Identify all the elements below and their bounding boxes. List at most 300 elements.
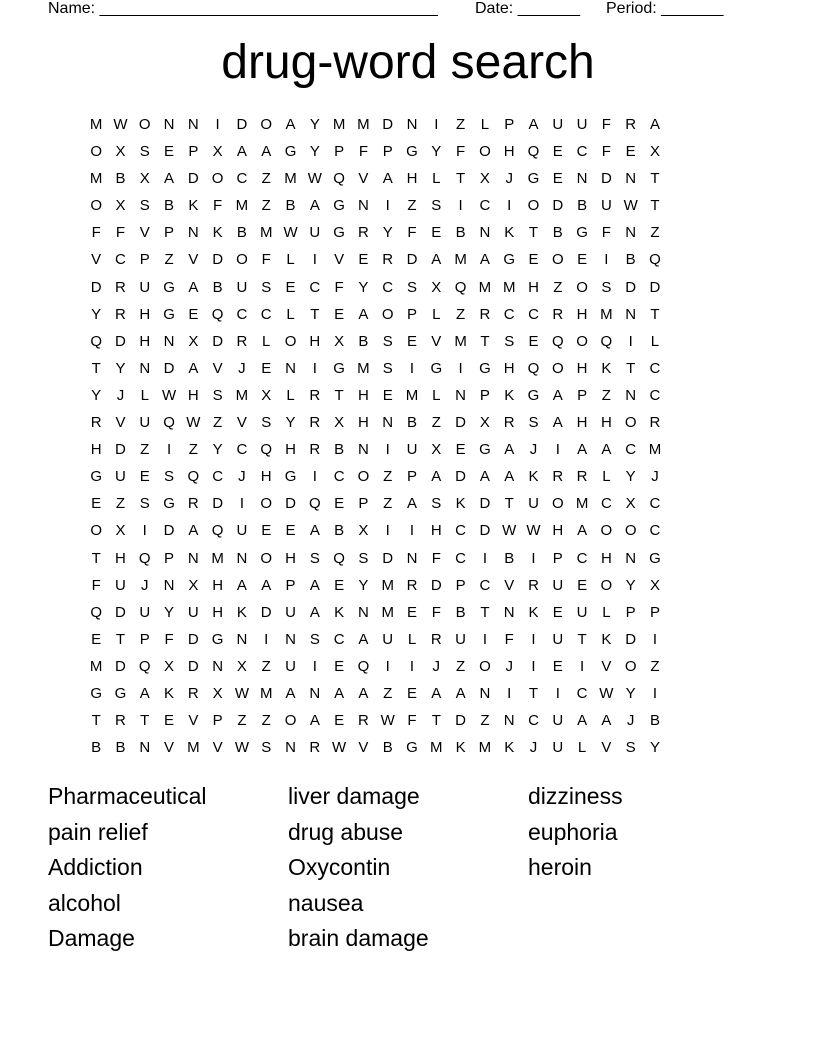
- grid-letter[interactable]: P: [334, 143, 345, 161]
- grid-letter[interactable]: Q: [138, 657, 151, 675]
- grid-letter[interactable]: M: [89, 116, 103, 133]
- grid-letter[interactable]: P: [382, 143, 393, 161]
- grid-letter[interactable]: I: [580, 657, 585, 675]
- grid-letter[interactable]: E: [261, 359, 272, 377]
- grid-letter[interactable]: C: [479, 197, 491, 215]
- grid-letter[interactable]: G: [503, 251, 516, 269]
- grid-letter[interactable]: C: [649, 495, 661, 513]
- grid-letter[interactable]: W: [113, 116, 128, 133]
- grid-letter[interactable]: V: [188, 712, 199, 730]
- grid-letter[interactable]: A: [261, 143, 272, 161]
- grid-letter[interactable]: T: [528, 224, 539, 242]
- grid-letter[interactable]: I: [312, 251, 317, 269]
- grid-letter[interactable]: M: [211, 549, 224, 567]
- grid-letter[interactable]: Z: [456, 305, 466, 323]
- grid-letter[interactable]: C: [625, 441, 637, 459]
- grid-letter[interactable]: E: [91, 495, 102, 513]
- grid-letter[interactable]: A: [358, 630, 369, 648]
- grid-letter[interactable]: Y: [625, 684, 636, 702]
- grid-letter[interactable]: F: [431, 549, 441, 567]
- grid-letter[interactable]: E: [334, 495, 345, 513]
- grid-letter[interactable]: C: [528, 305, 539, 323]
- grid-letter[interactable]: U: [115, 576, 126, 594]
- grid-letter[interactable]: A: [334, 684, 345, 702]
- grid-letter[interactable]: U: [576, 116, 588, 133]
- grid-letter[interactable]: T: [431, 712, 441, 730]
- grid-letter[interactable]: Q: [163, 414, 175, 432]
- grid-letter[interactable]: V: [601, 739, 612, 757]
- grid-letter[interactable]: Y: [358, 278, 369, 296]
- grid-letter[interactable]: G: [649, 549, 661, 567]
- grid-letter[interactable]: G: [211, 630, 224, 648]
- grid-letter[interactable]: K: [164, 684, 175, 702]
- grid-letter[interactable]: H: [552, 522, 564, 540]
- grid-letter[interactable]: C: [309, 278, 321, 296]
- grid-letter[interactable]: D: [600, 170, 612, 188]
- grid-letter[interactable]: B: [504, 549, 515, 567]
- grid-letter[interactable]: H: [90, 441, 102, 459]
- grid-letter[interactable]: I: [142, 522, 147, 540]
- grid-letter[interactable]: Z: [480, 712, 490, 730]
- grid-letter[interactable]: C: [333, 630, 345, 648]
- grid-letter[interactable]: K: [601, 630, 612, 648]
- grid-letter[interactable]: Z: [383, 468, 393, 486]
- grid-letter[interactable]: Z: [188, 441, 198, 459]
- grid-letter[interactable]: R: [406, 576, 418, 594]
- grid-letter[interactable]: R: [382, 251, 394, 269]
- grid-letter[interactable]: V: [212, 739, 223, 757]
- grid-letter[interactable]: C: [649, 386, 661, 404]
- grid-letter[interactable]: N: [309, 684, 321, 702]
- grid-letter[interactable]: M: [357, 359, 370, 377]
- grid-letter[interactable]: U: [552, 116, 564, 133]
- grid-letter[interactable]: L: [480, 116, 490, 133]
- grid-letter[interactable]: P: [479, 386, 490, 404]
- grid-letter[interactable]: U: [382, 630, 394, 648]
- grid-letter[interactable]: M: [502, 278, 516, 296]
- grid-letter[interactable]: I: [628, 332, 633, 350]
- grid-letter[interactable]: Y: [431, 143, 442, 161]
- grid-letter[interactable]: Z: [456, 116, 466, 133]
- grid-letter[interactable]: B: [164, 197, 175, 215]
- grid-letter[interactable]: Q: [333, 170, 345, 188]
- grid-letter[interactable]: Q: [357, 657, 370, 675]
- grid-letter[interactable]: A: [504, 468, 515, 486]
- grid-letter[interactable]: T: [504, 495, 514, 513]
- grid-letter[interactable]: H: [285, 549, 296, 567]
- grid-letter[interactable]: N: [357, 197, 369, 215]
- grid-letter[interactable]: I: [409, 522, 415, 540]
- grid-letter[interactable]: E: [261, 522, 272, 540]
- grid-letter[interactable]: E: [431, 224, 442, 242]
- grid-letter[interactable]: G: [163, 495, 175, 513]
- grid-letter[interactable]: Z: [213, 414, 223, 432]
- grid-letter[interactable]: N: [139, 359, 151, 377]
- grid-letter[interactable]: C: [576, 143, 588, 161]
- grid-letter[interactable]: D: [187, 170, 199, 188]
- grid-letter[interactable]: C: [260, 305, 272, 323]
- grid-letter[interactable]: B: [577, 197, 588, 215]
- grid-letter[interactable]: W: [599, 684, 614, 702]
- grid-letter[interactable]: E: [528, 332, 539, 350]
- grid-letter[interactable]: H: [503, 143, 515, 161]
- grid-letter[interactable]: M: [259, 684, 273, 702]
- grid-letter[interactable]: Y: [309, 116, 320, 133]
- grid-letter[interactable]: E: [188, 305, 199, 323]
- grid-letter[interactable]: A: [431, 251, 442, 269]
- grid-letter[interactable]: N: [357, 441, 369, 459]
- grid-letter[interactable]: G: [284, 468, 297, 486]
- grid-letter[interactable]: K: [504, 739, 515, 757]
- grid-letter[interactable]: G: [527, 386, 540, 404]
- grid-letter[interactable]: L: [432, 386, 441, 404]
- grid-letter[interactable]: Y: [212, 441, 223, 459]
- grid-letter[interactable]: A: [261, 576, 272, 594]
- grid-letter[interactable]: I: [507, 684, 512, 702]
- grid-letter[interactable]: O: [576, 278, 588, 296]
- grid-letter[interactable]: D: [187, 657, 199, 675]
- grid-letter[interactable]: N: [625, 224, 637, 242]
- grid-letter[interactable]: B: [115, 739, 126, 757]
- grid-letter[interactable]: Y: [164, 603, 175, 621]
- grid-letter[interactable]: N: [187, 224, 199, 242]
- grid-letter[interactable]: G: [333, 224, 345, 242]
- grid-letter[interactable]: L: [286, 386, 295, 404]
- grid-letter[interactable]: K: [601, 359, 612, 377]
- grid-letter[interactable]: A: [358, 305, 369, 323]
- grid-letter[interactable]: N: [187, 116, 199, 133]
- grid-letter[interactable]: H: [212, 576, 224, 594]
- grid-letter[interactable]: M: [648, 441, 662, 459]
- grid-letter[interactable]: Z: [164, 251, 174, 269]
- grid-letter[interactable]: D: [406, 251, 418, 269]
- grid-letter[interactable]: C: [212, 468, 224, 486]
- grid-letter[interactable]: K: [455, 495, 466, 513]
- grid-letter[interactable]: S: [382, 359, 393, 377]
- grid-letter[interactable]: A: [431, 684, 442, 702]
- grid-letter[interactable]: W: [380, 712, 395, 730]
- grid-letter[interactable]: B: [649, 712, 660, 730]
- grid-letter[interactable]: N: [479, 224, 491, 242]
- grid-letter[interactable]: P: [649, 603, 660, 621]
- grid-letter[interactable]: A: [164, 170, 175, 188]
- grid-letter[interactable]: R: [115, 712, 126, 730]
- grid-letter[interactable]: L: [577, 739, 587, 757]
- grid-letter[interactable]: J: [505, 657, 513, 675]
- grid-letter[interactable]: C: [382, 278, 394, 296]
- grid-letter[interactable]: W: [332, 739, 347, 757]
- grid-letter[interactable]: M: [357, 116, 370, 133]
- grid-letter[interactable]: F: [213, 197, 223, 215]
- grid-letter[interactable]: O: [576, 332, 588, 350]
- grid-letter[interactable]: M: [405, 386, 419, 404]
- grid-letter[interactable]: O: [600, 576, 613, 594]
- grid-letter[interactable]: R: [430, 630, 442, 648]
- grid-letter[interactable]: J: [529, 441, 538, 459]
- grid-letter[interactable]: H: [139, 305, 151, 323]
- grid-letter[interactable]: X: [236, 657, 247, 675]
- grid-letter[interactable]: Z: [383, 684, 393, 702]
- grid-letter[interactable]: G: [114, 684, 127, 702]
- grid-letter[interactable]: T: [115, 630, 126, 648]
- grid-letter[interactable]: D: [479, 495, 491, 513]
- grid-letter[interactable]: M: [575, 495, 589, 513]
- grid-letter[interactable]: E: [164, 712, 175, 730]
- grid-letter[interactable]: G: [430, 359, 443, 377]
- grid-letter[interactable]: E: [334, 657, 345, 675]
- grid-letter[interactable]: P: [577, 386, 588, 404]
- grid-letter[interactable]: S: [601, 278, 612, 296]
- grid-letter[interactable]: N: [236, 630, 248, 648]
- grid-letter[interactable]: T: [650, 197, 660, 215]
- grid-letter[interactable]: Z: [140, 441, 150, 459]
- grid-letter[interactable]: M: [478, 278, 492, 296]
- grid-letter[interactable]: U: [187, 603, 199, 621]
- grid-letter[interactable]: G: [527, 170, 540, 188]
- grid-letter[interactable]: D: [552, 197, 564, 215]
- grid-letter[interactable]: J: [116, 386, 125, 404]
- grid-letter[interactable]: B: [334, 522, 345, 540]
- grid-letter[interactable]: D: [260, 603, 272, 621]
- grid-letter[interactable]: T: [91, 712, 101, 730]
- grid-letter[interactable]: A: [504, 441, 515, 459]
- grid-letter[interactable]: Z: [553, 278, 563, 296]
- grid-letter[interactable]: H: [576, 359, 588, 377]
- grid-letter[interactable]: I: [458, 359, 463, 377]
- grid-letter[interactable]: U: [139, 278, 151, 296]
- grid-letter[interactable]: O: [551, 251, 564, 269]
- grid-letter[interactable]: A: [577, 522, 588, 540]
- grid-letter[interactable]: Q: [211, 522, 224, 540]
- grid-letter[interactable]: A: [552, 386, 563, 404]
- grid-letter[interactable]: P: [212, 712, 223, 730]
- grid-letter[interactable]: E: [407, 684, 418, 702]
- grid-letter[interactable]: E: [528, 251, 539, 269]
- grid-letter[interactable]: Q: [187, 468, 200, 486]
- grid-letter[interactable]: N: [625, 305, 637, 323]
- grid-letter[interactable]: T: [334, 386, 344, 404]
- grid-letter[interactable]: I: [652, 630, 658, 648]
- grid-letter[interactable]: A: [309, 712, 320, 730]
- grid-letter[interactable]: T: [310, 305, 320, 323]
- grid-letter[interactable]: H: [528, 278, 539, 296]
- grid-letter[interactable]: W: [502, 522, 517, 540]
- grid-letter[interactable]: A: [236, 576, 247, 594]
- grid-letter[interactable]: A: [577, 441, 588, 459]
- grid-letter[interactable]: V: [115, 414, 126, 432]
- grid-letter[interactable]: P: [139, 251, 150, 269]
- grid-letter[interactable]: O: [624, 522, 637, 540]
- grid-letter[interactable]: M: [284, 170, 297, 188]
- grid-letter[interactable]: Z: [407, 197, 417, 215]
- grid-letter[interactable]: K: [504, 386, 515, 404]
- grid-letter[interactable]: E: [552, 170, 563, 188]
- grid-letter[interactable]: Y: [382, 224, 393, 242]
- grid-letter[interactable]: T: [650, 305, 660, 323]
- grid-letter[interactable]: M: [187, 739, 200, 757]
- grid-letter[interactable]: F: [601, 224, 611, 242]
- grid-letter[interactable]: W: [186, 414, 201, 432]
- grid-letter[interactable]: A: [139, 684, 150, 702]
- grid-letter[interactable]: L: [140, 386, 149, 404]
- grid-letter[interactable]: D: [430, 576, 442, 594]
- grid-letter[interactable]: F: [407, 712, 417, 730]
- grid-letter[interactable]: I: [239, 495, 245, 513]
- grid-letter[interactable]: O: [600, 522, 613, 540]
- grid-letter[interactable]: C: [455, 522, 467, 540]
- grid-letter[interactable]: P: [625, 603, 636, 621]
- grid-letter[interactable]: C: [333, 468, 345, 486]
- grid-letter[interactable]: Z: [650, 224, 660, 242]
- grid-letter[interactable]: I: [385, 657, 390, 675]
- grid-letter[interactable]: X: [261, 386, 272, 404]
- grid-letter[interactable]: U: [285, 603, 296, 621]
- grid-letter[interactable]: I: [531, 549, 536, 567]
- grid-letter[interactable]: W: [623, 197, 638, 215]
- grid-letter[interactable]: R: [309, 739, 321, 757]
- grid-letter[interactable]: M: [600, 305, 613, 323]
- grid-letter[interactable]: U: [139, 603, 151, 621]
- grid-letter[interactable]: N: [625, 549, 637, 567]
- grid-letter[interactable]: D: [455, 414, 467, 432]
- grid-letter[interactable]: N: [455, 386, 467, 404]
- grid-letter[interactable]: E: [164, 143, 175, 161]
- grid-letter[interactable]: V: [139, 224, 150, 242]
- grid-letter[interactable]: X: [649, 576, 660, 594]
- grid-letter[interactable]: G: [479, 359, 491, 377]
- name-field[interactable]: Name: ______________________________________: [48, 0, 438, 17]
- grid-letter[interactable]: C: [236, 170, 248, 188]
- grid-letter[interactable]: Z: [601, 386, 611, 404]
- grid-letter[interactable]: A: [601, 712, 612, 730]
- grid-letter[interactable]: O: [624, 414, 637, 432]
- grid-letter[interactable]: N: [503, 712, 515, 730]
- grid-letter[interactable]: I: [652, 684, 658, 702]
- grid-letter[interactable]: R: [90, 414, 102, 432]
- grid-letter[interactable]: P: [455, 576, 466, 594]
- grid-letter[interactable]: E: [285, 278, 296, 296]
- grid-letter[interactable]: O: [260, 549, 273, 567]
- grid-letter[interactable]: X: [625, 495, 636, 513]
- grid-letter[interactable]: S: [528, 414, 539, 432]
- grid-letter[interactable]: Z: [431, 414, 441, 432]
- grid-letter[interactable]: Z: [261, 712, 271, 730]
- grid-letter[interactable]: D: [115, 657, 126, 675]
- grid-letter[interactable]: C: [455, 549, 467, 567]
- grid-letter[interactable]: I: [312, 657, 317, 675]
- grid-letter[interactable]: Q: [600, 332, 613, 350]
- grid-letter[interactable]: O: [260, 495, 273, 513]
- grid-letter[interactable]: R: [357, 224, 369, 242]
- grid-letter[interactable]: B: [285, 197, 296, 215]
- grid-letter[interactable]: X: [188, 332, 199, 350]
- grid-letter[interactable]: U: [236, 522, 248, 540]
- grid-letter[interactable]: H: [430, 522, 442, 540]
- grid-letter[interactable]: A: [188, 522, 199, 540]
- grid-letter[interactable]: T: [91, 359, 101, 377]
- grid-letter[interactable]: O: [381, 305, 394, 323]
- grid-letter[interactable]: Z: [456, 657, 466, 675]
- grid-letter[interactable]: K: [528, 468, 539, 486]
- grid-letter[interactable]: P: [285, 576, 296, 594]
- grid-letter[interactable]: A: [285, 116, 296, 133]
- grid-letter[interactable]: L: [407, 630, 417, 648]
- grid-letter[interactable]: I: [312, 468, 317, 486]
- grid-letter[interactable]: N: [285, 630, 296, 648]
- grid-letter[interactable]: A: [236, 143, 247, 161]
- grid-letter[interactable]: N: [406, 549, 418, 567]
- grid-letter[interactable]: U: [139, 414, 151, 432]
- grid-letter[interactable]: E: [334, 576, 345, 594]
- grid-letter[interactable]: O: [527, 197, 540, 215]
- grid-letter[interactable]: N: [163, 332, 175, 350]
- grid-letter[interactable]: C: [576, 549, 588, 567]
- grid-letter[interactable]: Y: [91, 305, 102, 323]
- grid-letter[interactable]: L: [602, 468, 611, 486]
- grid-letter[interactable]: I: [409, 359, 415, 377]
- grid-letter[interactable]: H: [187, 386, 199, 404]
- grid-letter[interactable]: Y: [309, 143, 320, 161]
- grid-letter[interactable]: B: [625, 251, 636, 269]
- grid-letter[interactable]: M: [381, 603, 394, 621]
- grid-letter[interactable]: O: [479, 657, 491, 675]
- grid-letter[interactable]: S: [261, 278, 272, 296]
- grid-letter[interactable]: K: [504, 224, 515, 242]
- grid-letter[interactable]: O: [551, 495, 564, 513]
- grid-letter[interactable]: T: [91, 549, 101, 567]
- grid-letter[interactable]: M: [89, 170, 103, 188]
- grid-letter[interactable]: F: [91, 576, 101, 594]
- grid-letter[interactable]: Q: [527, 359, 540, 377]
- grid-letter[interactable]: M: [430, 739, 443, 757]
- grid-letter[interactable]: F: [456, 143, 466, 161]
- grid-letter[interactable]: F: [261, 251, 271, 269]
- grid-letter[interactable]: C: [503, 305, 515, 323]
- grid-letter[interactable]: A: [407, 495, 418, 513]
- grid-letter[interactable]: V: [358, 739, 369, 757]
- grid-letter[interactable]: Z: [261, 197, 271, 215]
- grid-letter[interactable]: V: [504, 576, 515, 594]
- grid-letter[interactable]: J: [238, 468, 246, 486]
- grid-letter[interactable]: S: [407, 278, 418, 296]
- grid-letter[interactable]: R: [187, 495, 199, 513]
- grid-letter[interactable]: N: [163, 576, 175, 594]
- grid-letter[interactable]: U: [115, 468, 126, 486]
- grid-letter[interactable]: W: [283, 224, 298, 242]
- grid-letter[interactable]: X: [188, 576, 199, 594]
- grid-letter[interactable]: O: [90, 522, 102, 540]
- grid-letter[interactable]: R: [552, 468, 564, 486]
- grid-letter[interactable]: D: [285, 495, 296, 513]
- grid-letter[interactable]: A: [528, 116, 539, 133]
- grid-letter[interactable]: A: [431, 468, 442, 486]
- grid-letter[interactable]: P: [407, 305, 418, 323]
- grid-letter[interactable]: S: [431, 197, 442, 215]
- grid-letter[interactable]: H: [260, 468, 272, 486]
- grid-letter[interactable]: C: [649, 359, 661, 377]
- grid-letter[interactable]: N: [625, 386, 637, 404]
- grid-letter[interactable]: E: [552, 657, 563, 675]
- grid-letter[interactable]: E: [91, 630, 102, 648]
- grid-letter[interactable]: C: [236, 305, 248, 323]
- grid-letter[interactable]: S: [382, 332, 393, 350]
- grid-letter[interactable]: N: [357, 603, 369, 621]
- grid-letter[interactable]: D: [649, 278, 661, 296]
- grid-letter[interactable]: N: [285, 359, 296, 377]
- grid-letter[interactable]: K: [212, 224, 223, 242]
- grid-letter[interactable]: Q: [90, 332, 102, 350]
- grid-letter[interactable]: A: [479, 251, 490, 269]
